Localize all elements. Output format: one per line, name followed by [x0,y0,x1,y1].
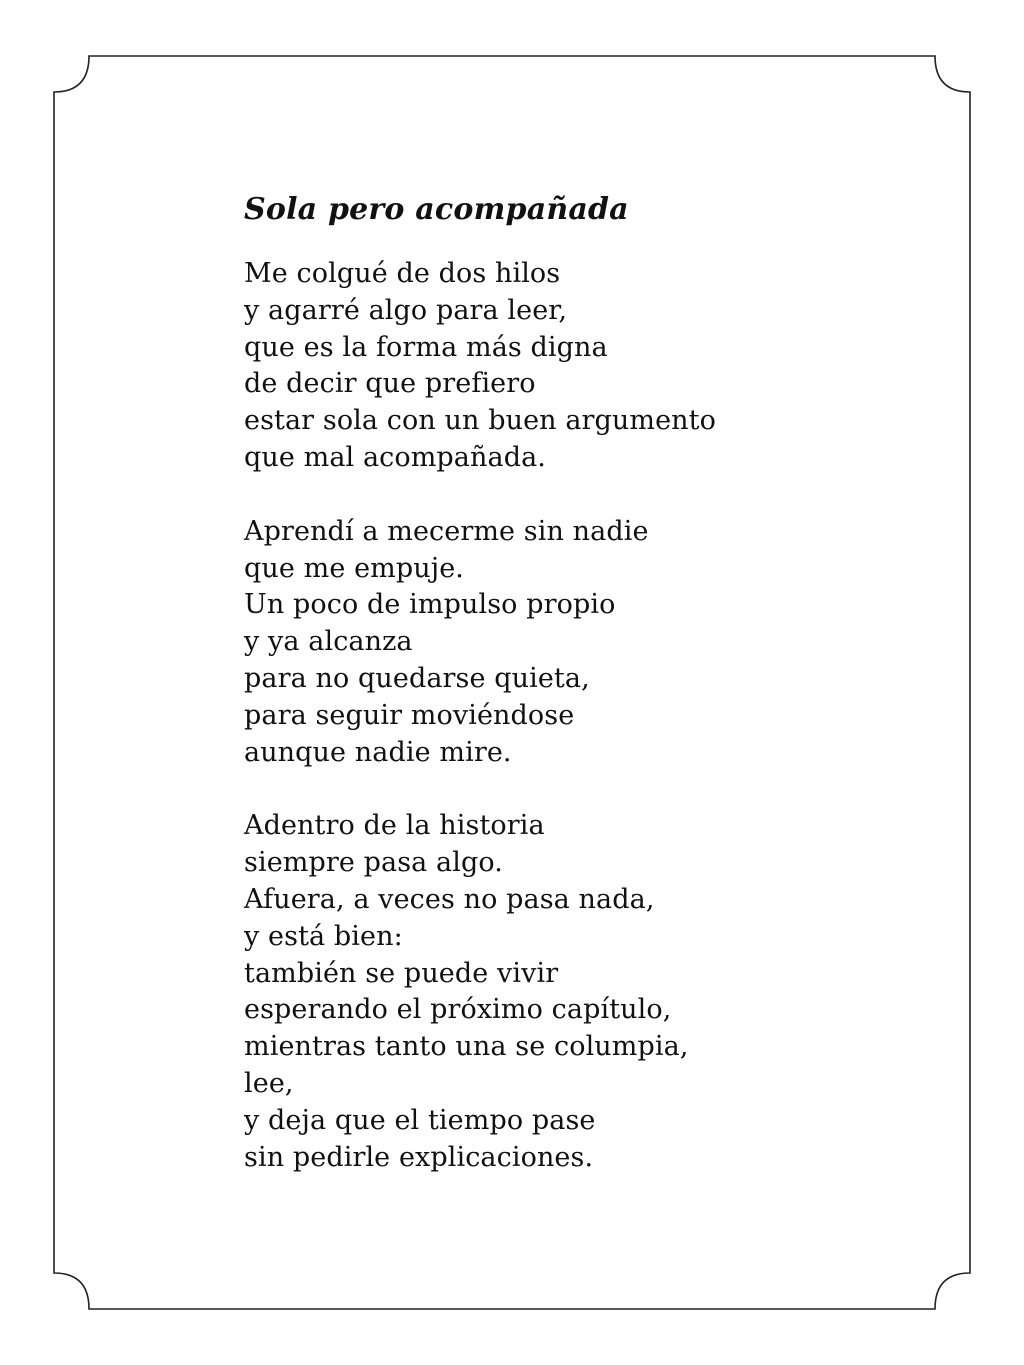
poem-line: para seguir moviéndose [244,699,575,731]
poem-line: para no quedarse quieta, [244,662,590,694]
poem-line: y ya alcanza [244,626,413,658]
poem-line: lee, [244,1067,294,1099]
poem-line: que es la forma más digna [244,331,608,363]
poem-line: y agarré algo para leer, [244,294,568,326]
poem-line: siempre pasa algo. [244,847,503,879]
stanza-3 [244,808,884,1176]
poem-line: que mal acompañada. [244,441,546,473]
poem-line: que me empuje. [244,552,464,584]
poem-line: estar sola con un buen argumento [244,405,716,437]
poem-line: Aprendí a mecerme sin nadie [244,515,649,547]
poem-line: mientras tanto una se columpia, [244,1031,689,1063]
stanza-1 [244,256,884,477]
poem-line: sin pedirle explicaciones. [244,1141,594,1173]
poem-line: Afuera, a veces no pasa nada, [244,883,655,915]
stanza-2 [244,514,884,772]
poem [244,188,884,1213]
poem-line: y deja que el tiempo pase [244,1104,596,1136]
poem-line: Un poco de impulso propio [244,589,616,621]
poem-title: Sola pero acompañada [244,192,629,227]
poem-line: de decir que prefiero [244,368,536,400]
poem-line: esperando el próximo capítulo, [244,994,672,1026]
poem-line: Adentro de la historia [244,810,545,842]
poem-line: Me colgué de dos hilos [244,258,561,289]
poem-line: y está bien: [244,920,403,952]
poem-line: también se puede vivir [244,957,559,989]
poem-line: aunque nadie mire. [244,736,512,768]
